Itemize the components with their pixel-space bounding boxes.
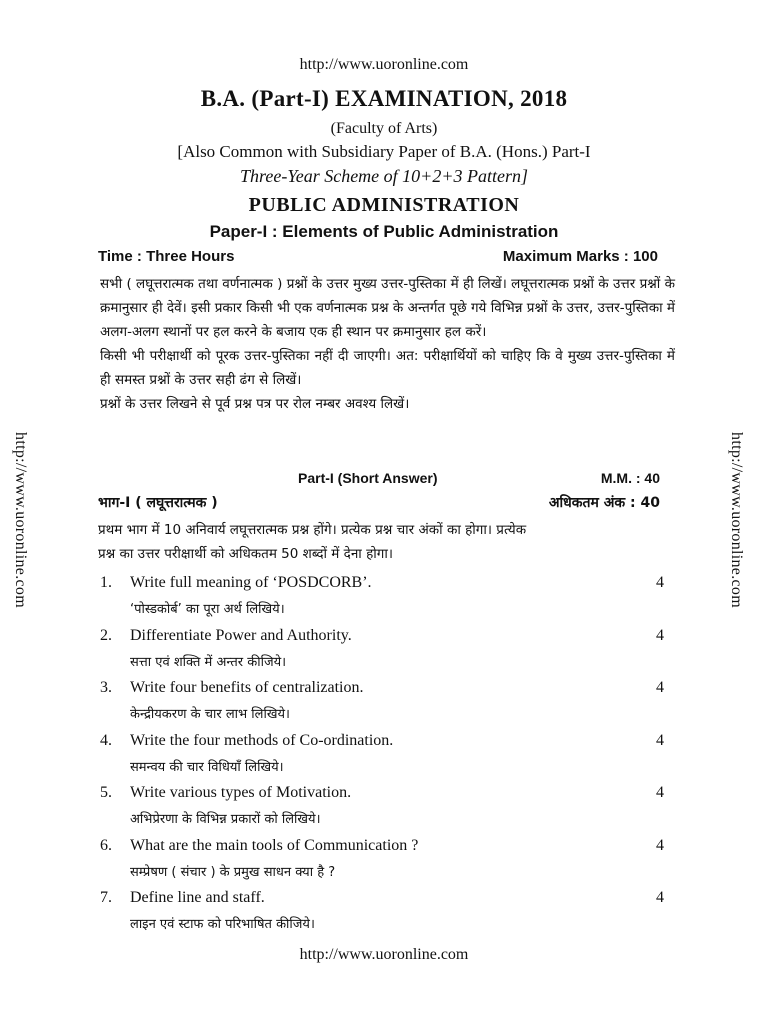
- watermark-url-top[interactable]: http://www.uoronline.com: [299, 56, 469, 73]
- question-item: [98, 679, 664, 732]
- part-note-line: प्रथम भाग में 10 अनिवार्य लघूत्तरात्मक प्रश्न होंगे। प्रत्येक प्रश्न चार अंकों का होगा। प्रत्येक: [98, 522, 527, 538]
- question-marks: 4: [656, 731, 664, 749]
- question-number: 3.: [100, 679, 112, 696]
- question-text-en: Write the four methods of Co-ordination.: [130, 731, 394, 749]
- part-max-marks: M.M. : 40: [600, 470, 660, 486]
- question-text-en: Define line and staff.: [130, 889, 265, 906]
- bhag-max-marks: अधिकतम अंक : 40: [548, 495, 660, 511]
- question-number: 6.: [100, 836, 112, 854]
- question-text-en: Write various types of Motivation.: [130, 784, 352, 801]
- scheme-line: Three-Year Scheme of 10+2+3 Pattern]: [240, 166, 528, 186]
- faculty-line: (Faculty of Arts): [330, 120, 438, 137]
- question-marks: 4: [656, 784, 664, 801]
- question-number: 7.: [100, 889, 112, 906]
- instruction-paragraph: किसी भी परीक्षार्थी को पूरक उत्तर-पुस्तिका नहीं दी जाएगी। अत: परीक्षार्थियों को चाहिए कि वे मुख्य उत्तर-पुस्तिका में ही समस्त प्रश्नों के उत्तर सही ढंग से लिखें।: [100, 348, 675, 388]
- bhag-heading: भाग-I ( लघूत्तरात्मक ): [98, 495, 218, 511]
- question-text-en: Differentiate Power and Authority.: [130, 626, 352, 644]
- question-number: 5.: [100, 784, 112, 801]
- question-number: 1.: [100, 574, 112, 591]
- time-marks-row: [98, 248, 658, 265]
- question-text-hi: अभिप्रेरणा के विभिन्न प्रकारों को लिखिये।: [130, 812, 321, 827]
- subject-title: PUBLIC ADMINISTRATION: [248, 194, 520, 216]
- part-note-line: प्रश्न का उत्तर परीक्षार्थी को अधिकतम 50 शब्दों में देना होगा।: [98, 546, 393, 562]
- bhag-heading-row: [98, 493, 660, 512]
- question-item: [98, 837, 664, 890]
- question-marks: 4: [656, 626, 664, 644]
- paper-title: Paper-I : Elements of Public Administration: [209, 222, 559, 241]
- question-text-en: Write four benefits of centralization.: [130, 679, 364, 696]
- question-text-hi: ‘पोस्डकोर्ब’ का पूरा अर्थ लिखिये।: [130, 602, 285, 617]
- question-marks: 4: [656, 574, 664, 591]
- question-item: [98, 889, 664, 942]
- common-paper-note: [Also Common with Subsidiary Paper of B.A. (Hons.) Part-I: [177, 142, 591, 161]
- question-marks: 4: [656, 836, 664, 854]
- instruction-paragraph: प्रश्नों के उत्तर लिखने से पूर्व प्रश्न पत्र पर रोल नम्बर अवश्य लिखें।: [100, 396, 410, 412]
- time-label: Time : Three Hours: [98, 248, 235, 265]
- question-number: 2.: [100, 626, 112, 644]
- question-text-hi: लाइन एवं स्टाफ को परिभाषित कीजिये।: [130, 917, 315, 932]
- instructions-block: [100, 272, 675, 416]
- watermark-url-right: http://www.uoronline.com: [728, 432, 745, 608]
- question-marks: 4: [656, 679, 664, 696]
- question-text-hi: समन्वय की चार विधियाँ लिखिये।: [130, 759, 284, 775]
- question-list: [98, 574, 664, 942]
- watermark-url-left: http://www.uoronline.com: [12, 432, 29, 608]
- part-note: [98, 518, 673, 566]
- exam-title: B.A. (Part-I) EXAMINATION, 2018: [200, 86, 568, 111]
- watermark-url-bottom[interactable]: http://www.uoronline.com: [299, 946, 469, 963]
- question-text-en: What are the main tools of Communication ?: [130, 836, 419, 854]
- question-text-hi: सत्ता एवं शक्ति में अन्तर कीजिये।: [130, 654, 287, 670]
- question-item: [98, 784, 664, 837]
- question-text-hi: सम्प्रेषण ( संचार ) के प्रमुख साधन क्या है ?: [130, 864, 336, 880]
- max-marks-label: Maximum Marks : 100: [502, 248, 658, 265]
- question-text-hi: केन्द्रीयकरण के चार लाभ लिखिये।: [130, 707, 290, 722]
- question-item: [98, 627, 664, 680]
- question-number: 4.: [100, 731, 112, 749]
- question-item: [98, 574, 664, 627]
- question-marks: 4: [656, 889, 664, 906]
- question-item: [98, 732, 664, 785]
- question-text-en: Write full meaning of ‘POSDCORB’.: [130, 574, 372, 591]
- part-heading: Part-I (Short Answer): [298, 470, 438, 486]
- instruction-paragraph: सभी ( लघूत्तरात्मक तथा वर्णनात्मक ) प्रश्नों के उत्तर मुख्य उत्तर-पुस्तिका में ही लिखें। लघूत्तरात्मक प्रश्नों के उत्तर प्रश्नों के क्रमानुसार ही देवें। इसी प्रकार किसी भी एक वर्णनात्मक प्रश्न के अन्तर्गत पूछे गये विभिन्न प्रश्नों के उत्तर, उत्तर-पुस्तिका में अलग-अलग स्थानों पर हल करने के बजाय एक ही स्थान पर क्रमानुसार हल करें।: [100, 276, 675, 340]
